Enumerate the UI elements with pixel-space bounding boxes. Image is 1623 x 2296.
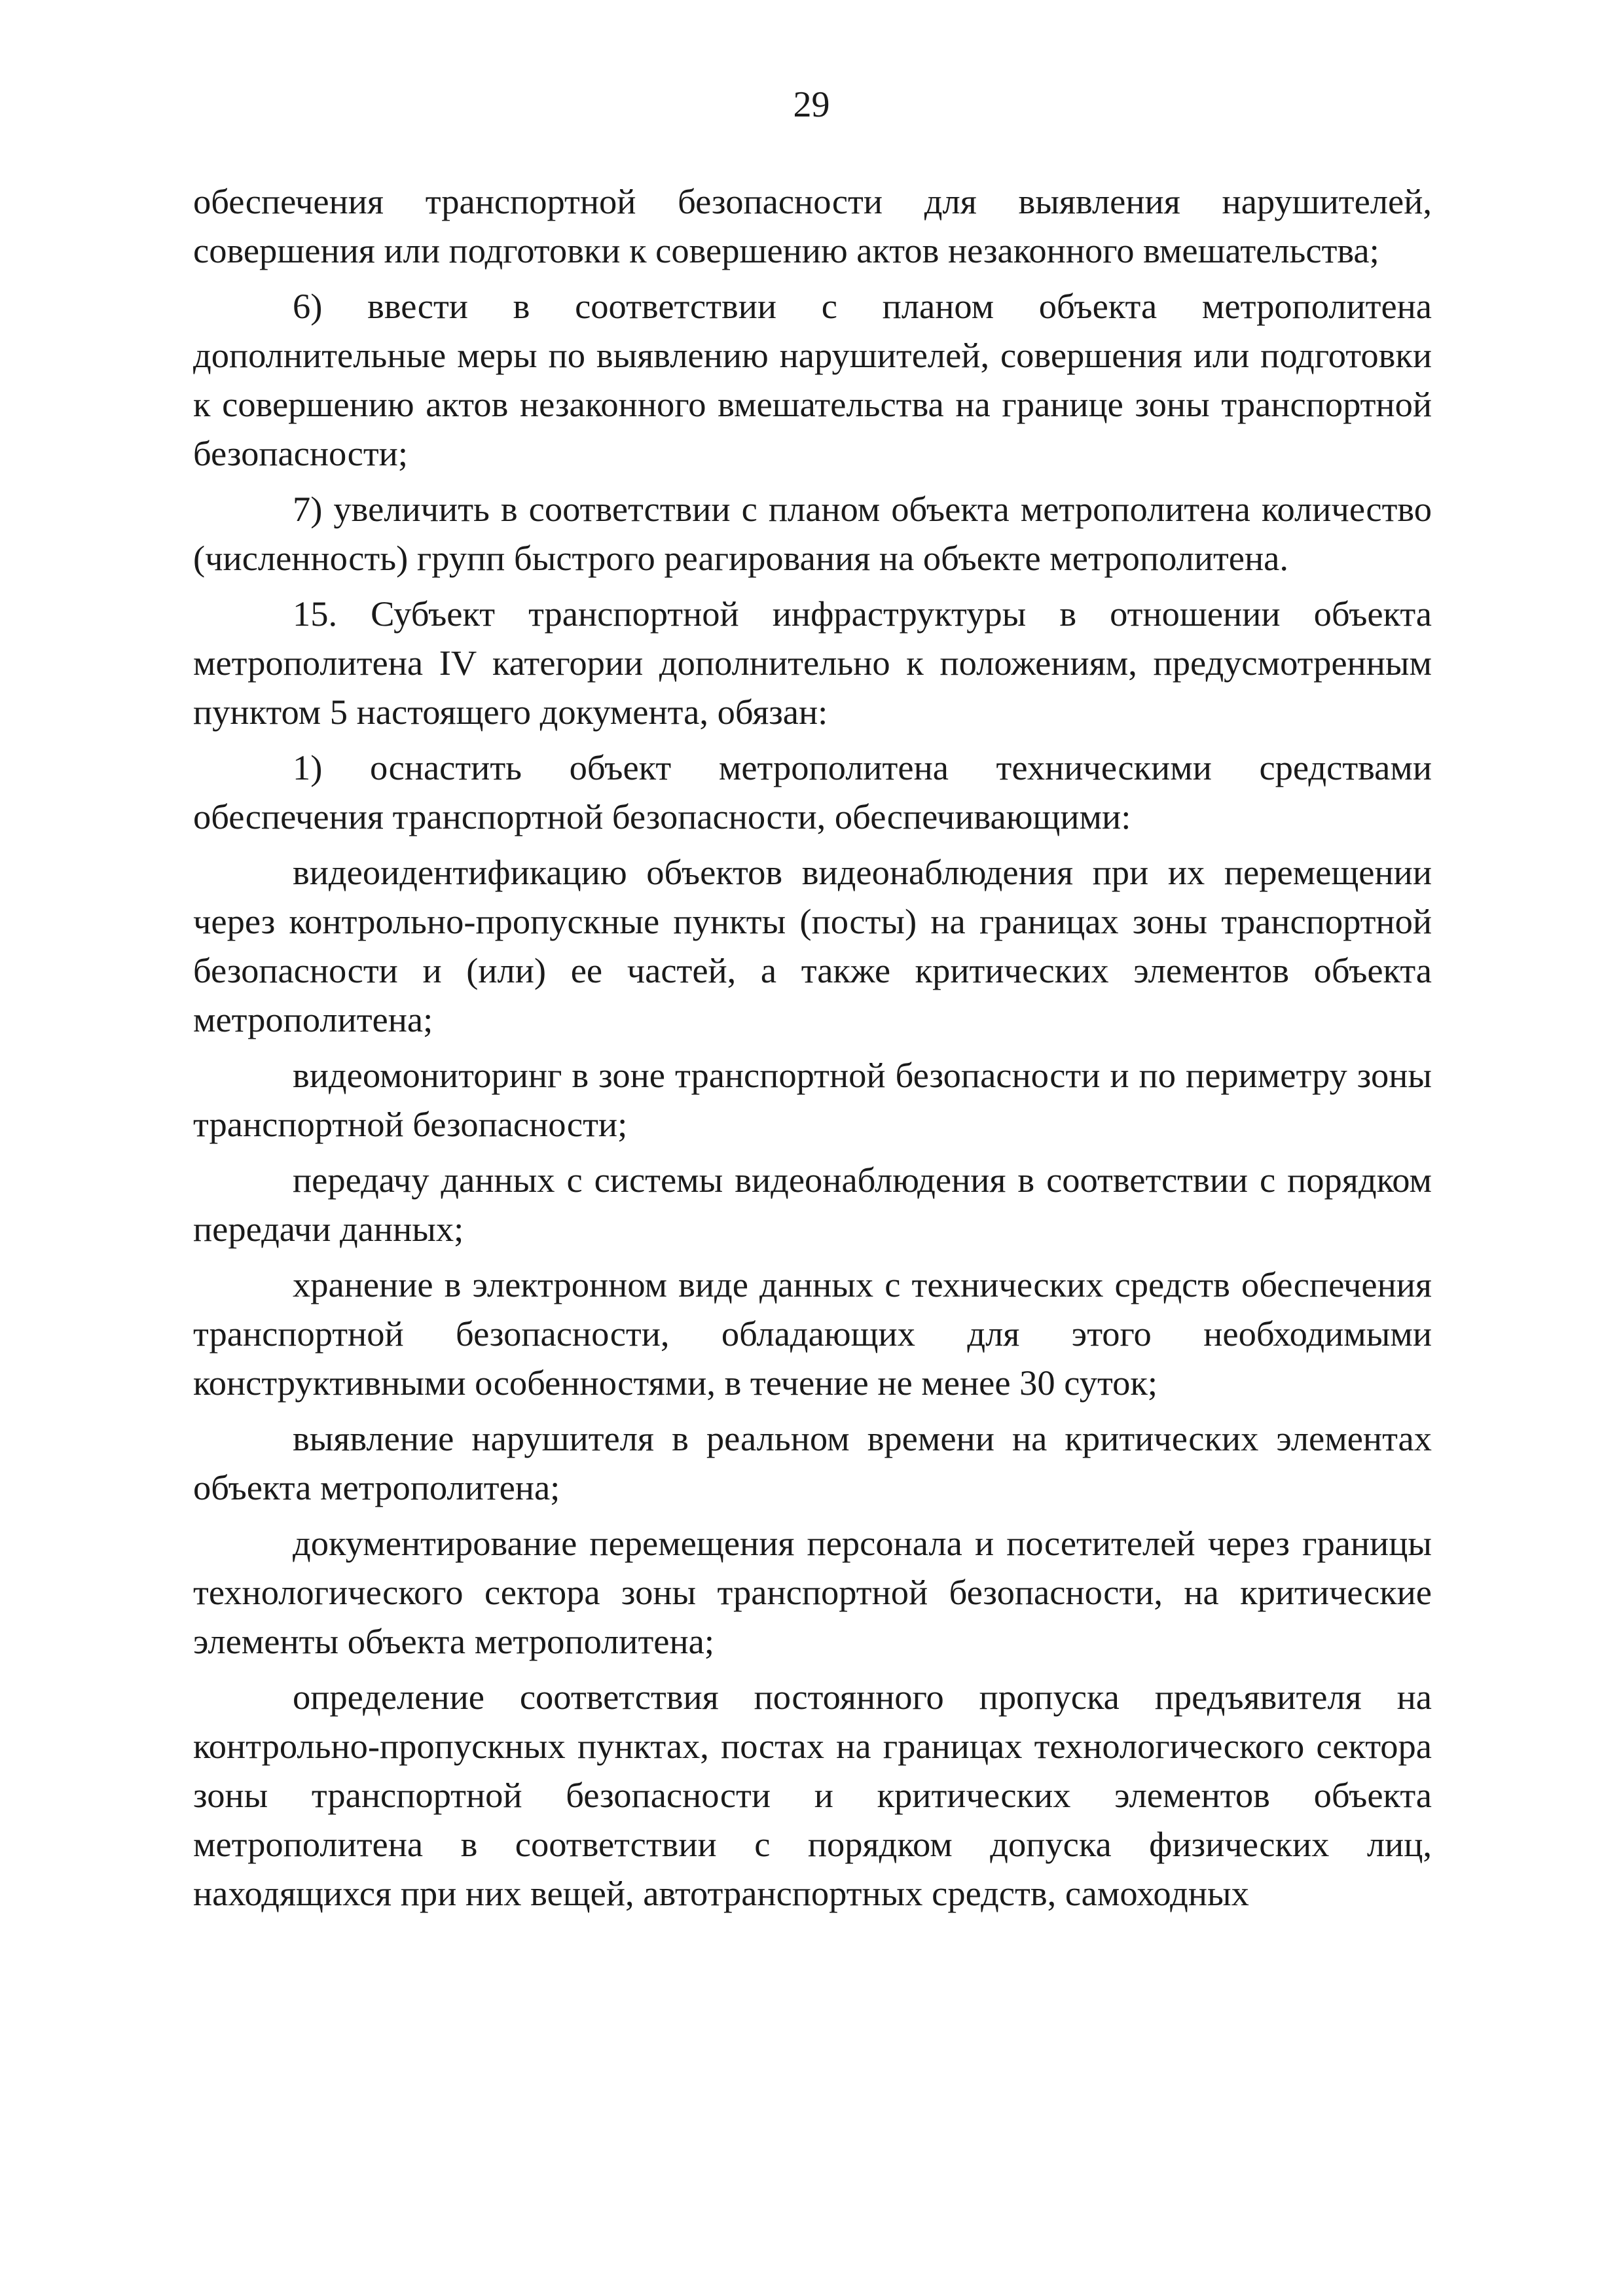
paragraph-video-monitoring: видеомониторинг в зоне транспортной безопасности и по периметру зоны транспортной безопасности; [193, 1055, 1432, 1144]
paragraph-video-identification: видеоидентификацию объектов видеонаблюдения при их перемещении через контрольно-пропускные пункты (посты) на границах зоны транспортной безопасности и (или) ее частей, а также критических элементов объекта метрополитена; [193, 852, 1432, 1039]
paragraph-movement-documentation: документирование перемещения персонала и посетителей через границы технологического сектора зоны транспортной безопасности, на критические элементы объекта метрополитена; [193, 1523, 1432, 1661]
page-number: 29 [793, 84, 830, 125]
document-body [193, 177, 1432, 1924]
paragraph-item-1: 1) оснастить объект метрополитена техническими средствами обеспечения транспортной безопасности, обеспечивающими: [193, 747, 1432, 836]
paragraph-data-storage: хранение в электронном виде данных с технических средств обеспечения транспортной безопасности, обладающих для этого необходимыми конструктивными особенностями, в течение не менее 30 суток; [193, 1265, 1432, 1403]
paragraph-item-6: 6) ввести в соответствии с планом объекта метрополитена дополнительные меры по выявлению нарушителей, совершения или подготовки к совершению актов незаконного вмешательства на границе зоны транспортной безопасности; [193, 286, 1432, 473]
paragraph-item-7: 7) увеличить в соответствии с планом объекта метрополитена количество (численность) групп быстрого реагирования на объекте метрополитена. [193, 489, 1432, 578]
paragraph-section-15: 15. Субъект транспортной инфраструктуры в отношении объекта метрополитена IV категории дополнительно к положениям, предусмотренным пунктом 5 настоящего документа, обязан: [193, 594, 1432, 732]
paragraph-data-transfer: передачу данных с системы видеонаблюдения в соответствии с порядком передачи данных; [193, 1160, 1432, 1249]
paragraph-intruder-detection: выявление нарушителя в реальном времени на критических элементах объекта метрополитена; [193, 1418, 1432, 1507]
paragraph-continuation: обеспечения транспортной безопасности для выявления нарушителей, совершения или подготовки к совершению актов незаконного вмешательства; [193, 181, 1432, 270]
paragraph-pass-verification: определение соответствия постоянного пропуска предъявителя на контрольно-пропускных пунктах, постах на границах технологического сектора зоны транспортной безопасности и критических элементов объекта метрополитена в соответствии с порядком допуска физических лиц, находящихся при них вещей, автотранспортных средств, самоходных [193, 1677, 1432, 1913]
